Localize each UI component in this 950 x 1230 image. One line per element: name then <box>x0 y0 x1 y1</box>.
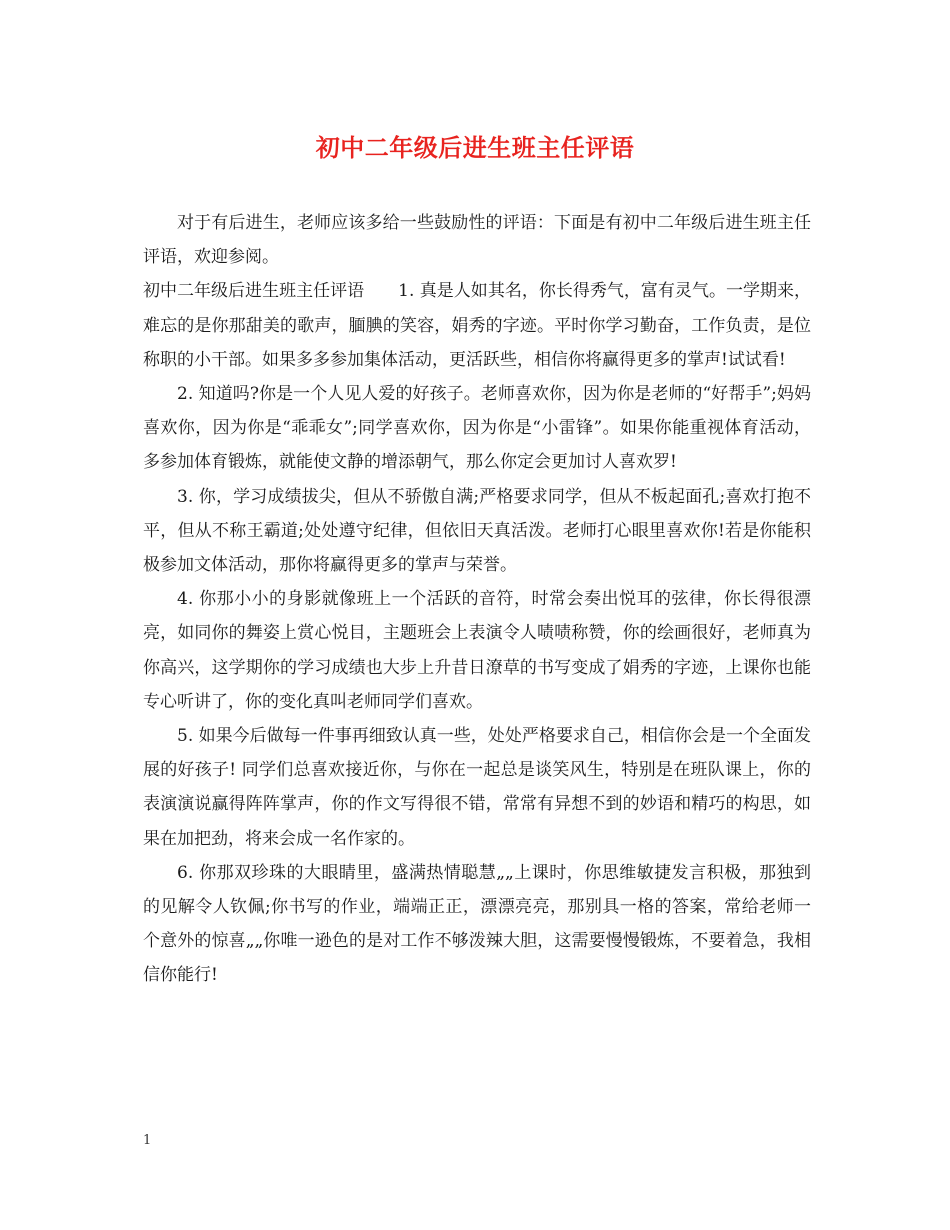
document-title: 初中二年级后进生班主任评语 <box>315 133 635 162</box>
paragraph-2: 2. 知道吗?你是一个人见人爱的好孩子。老师喜欢你，因为你是老师的“好帮手”;妈妈喜欢你，因为你是“乖乖女”;同学喜欢你，因为你是“小雷锋”。如果你能重视体育活动，多参加体育锻炼，就能使文静的增添朝气，那么你定会更加讨人喜欢罗! <box>143 384 811 473</box>
paragraph-6: 6. 你那双珍珠的大眼睛里，盛满热情聪慧„„上课时，你思维敏捷发言积极，那独到的见解令人钦佩;你书写的作业，端端正正，漂漂亮亮，那别具一格的答案，常给老师一个意外的惊喜„„你唯一逊色的是对工作不够泼辣大胆，这需要慢慢锻炼，不要着急，我相信你能行! <box>143 862 811 986</box>
intro-paragraph: 对于有后进生，老师应该多给一些鼓励性的评语：下面是有初中二年级后进生班主任评语，欢迎参阅。 <box>143 213 811 268</box>
page-number: 1 <box>143 1133 152 1148</box>
paragraph-4: 4. 你那小小的身影就像班上一个活跃的音符，时常会奏出悦耳的弦律，你长得很漂亮，如同你的舞姿上赏心悦目，主题班会上表演令人啧啧称赞，你的绘画很好，老师真为你高兴，这学期你的学习成绩也大步上升昔日潦草的书写变成了娟秀的字迹，上课你也能专心听讲了，你的变化真叫老师同学们喜欢。 <box>143 589 811 712</box>
paragraph-3: 3. 你，学习成绩拔尖，但从不骄傲自满;严格要求同学，但从不板起面孔;喜欢打抱不平，但从不称王霸道;处处遵守纪律，但依旧天真活泼。老师打心眼里喜欢你!若是你能积极参加文体活动，那你将赢得更多的掌声与荣誉。 <box>143 486 811 576</box>
paragraph-5: 5. 如果今后做每一件事再细致认真一些，处处严格要求自己，相信你会是一个全面发展的好孩子! 同学们总喜欢接近你，与你在一起总是谈笑风生，特别是在班队课上，你的表演演说赢得阵阵掌声，你的作文写得很不错，常常有异想不到的妙语和精巧的构思，如果在加把劲，将来会成一名作家的。 <box>143 726 811 849</box>
document-body <box>143 206 811 993</box>
paragraph-1: 初中二年级后进生班主任评语 1. 真是人如其名，你长得秀气，富有灵气。一学期来，难忘的是你那甜美的歌声，腼腆的笑容，娟秀的字迹。平时你学习勤奋，工作负责，是位称职的小干部。如果多多参加集体活动，更活跃些，相信你将赢得更多的掌声!试试看! <box>143 281 811 370</box>
